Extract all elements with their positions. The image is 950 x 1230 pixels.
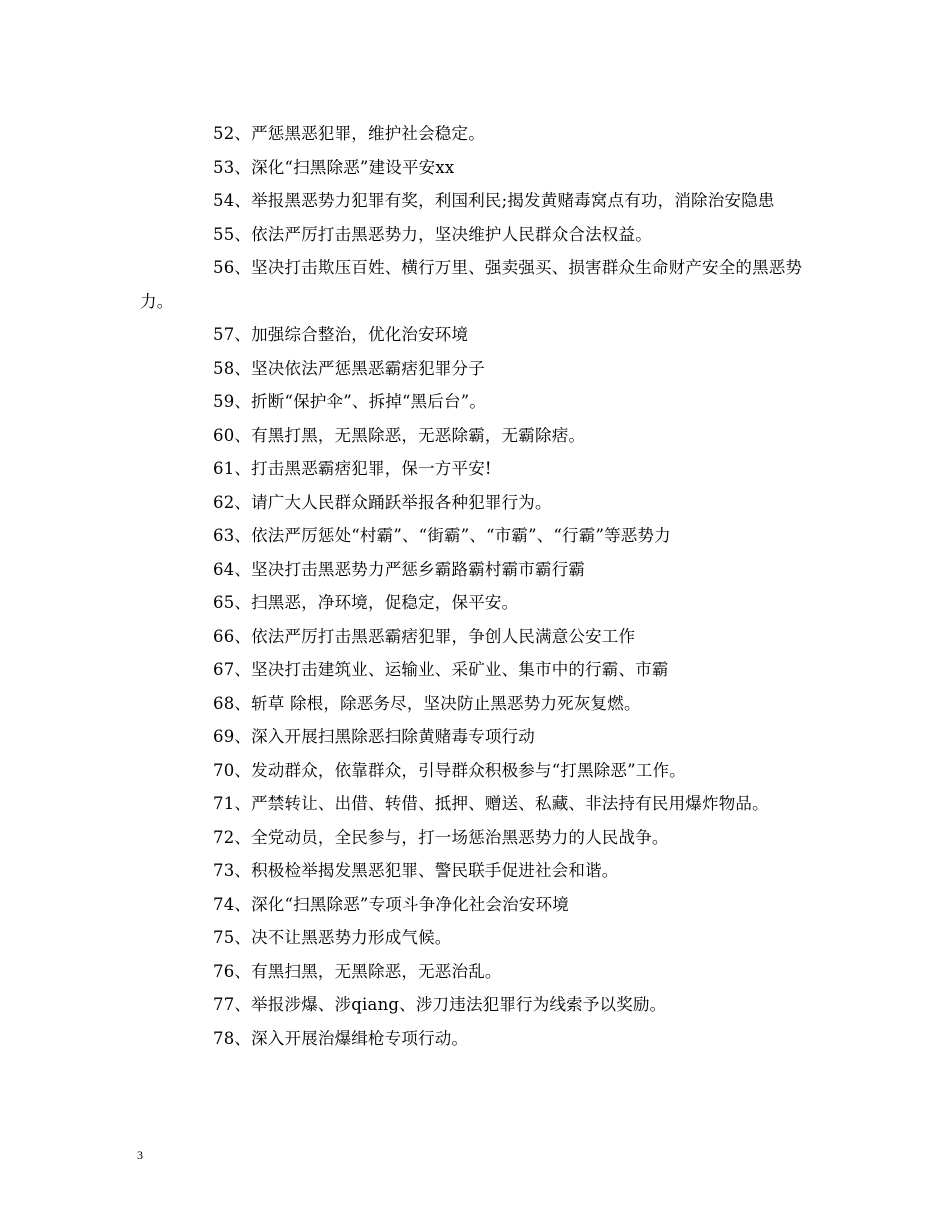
slogan-item-60: 60、有黑打黑，无黑除恶，无恶除霸，无霸除痞。: [213, 425, 586, 445]
slogan-item-71: 71、严禁转让、出借、转借、抵押、赠送、私藏、非法持有民用爆炸物品。: [213, 794, 769, 813]
slogan-item-52: 52、严惩黑恶犯罪，维护社会稳定。: [213, 124, 485, 143]
page-number: 3: [137, 1148, 143, 1162]
slogan-item-54: 54、举报黑恶势力犯罪有奖，利国利民;揭发黄赌毒窝点有功，消除治安隐患: [213, 191, 775, 210]
slogan-item-66: 66、依法严厉打击黑恶霸痞犯罪，争创人民满意公安工作: [213, 626, 636, 646]
slogan-item-65: 65、扫黑恶，净环境，促稳定，保平安。: [213, 593, 519, 612]
slogan-item-53: 53、深化“扫黑除恶”建设平安xx: [213, 157, 455, 177]
slogan-item-74: 74、深化“扫黑除恶”专项斗争净化社会治安环境: [213, 894, 569, 914]
slogan-item-61: 61、打击黑恶霸痞犯罪，保一方平安!: [213, 459, 492, 478]
slogan-item-69: 69、深入开展扫黑除恶扫除黄赌毒专项行动: [213, 727, 535, 746]
slogan-item-59: 59、折断“保护伞”、拆掉“黑后台”。: [213, 392, 487, 411]
slogan-item-77: 77、举报涉爆、涉qiang、涉刀违法犯罪行为线索予以奖励。: [213, 995, 667, 1014]
slogan-item-73: 73、积极检举揭发黑恶犯罪、警民联手促进社会和谐。: [213, 861, 619, 880]
slogan-item-72: 72、全党动员，全民参与，打一场惩治黑恶势力的人民战争。: [213, 827, 669, 847]
slogan-item-78: 78、深入开展治爆缉枪专项行动。: [213, 1028, 469, 1048]
slogan-item-68: 68、斩草 除根，除恶务尽，坚决防止黑恶势力死灰复燃。: [213, 693, 641, 713]
slogan-item-76: 76、有黑扫黑，无黑除恶，无恶治乱。: [213, 961, 502, 981]
slogan-item-57: 57、加强综合整治，优化治安环境: [213, 325, 469, 344]
slogan-list: [140, 117, 830, 1055]
slogan-item-56: 56、坚决打击欺压百姓、横行万里、强卖强买、损害群众生命财产安全的黑恶势力。: [140, 258, 803, 311]
slogan-item-70: 70、发动群众，依靠群众，引导群众积极参与“打黑除恶”工作。: [213, 760, 686, 780]
slogan-item-63: 63、依法严厉惩处“村霸”、“街霸”、“市霸”、“行霸”等恶势力: [213, 526, 671, 545]
slogan-item-62: 62、请广大人民群众踊跃举报各种犯罪行为。: [213, 492, 552, 512]
slogan-item-55: 55、依法严厉打击黑恶势力，坚决维护人民群众合法权益。: [213, 224, 652, 244]
slogan-item-67: 67、坚决打击建筑业、运输业、采矿业、集市中的行霸、市霸: [213, 660, 669, 679]
slogan-item-58: 58、坚决依法严惩黑恶霸痞犯罪分子: [213, 358, 485, 378]
slogan-item-64: 64、坚决打击黑恶势力严惩乡霸路霸村霸市霸行霸: [213, 559, 586, 579]
slogan-item-75: 75、决不让黑恶势力形成气候。: [213, 928, 452, 947]
